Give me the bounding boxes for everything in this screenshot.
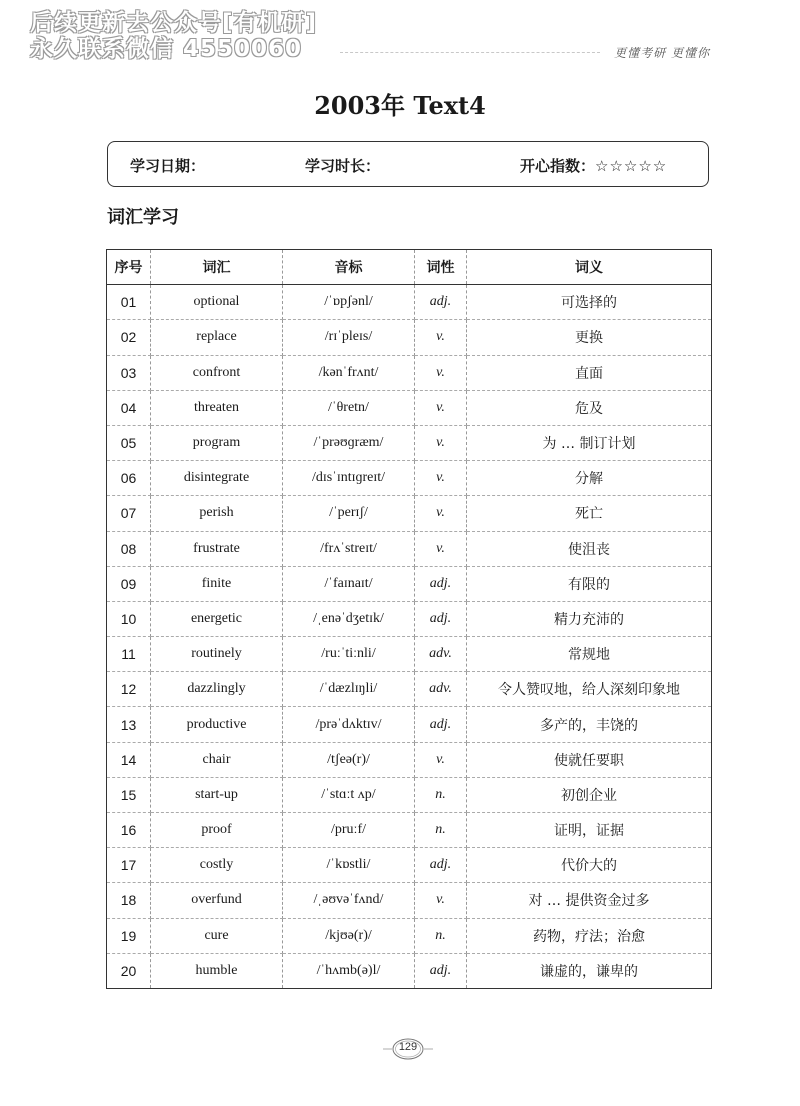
word-meaning: 使沮丧 [467, 531, 712, 566]
table-header-row [107, 250, 712, 285]
word-number: 19 [107, 918, 151, 953]
word-meaning: 为 … 制订计划 [467, 425, 712, 460]
word-part-of-speech: v. [415, 461, 467, 496]
table-row [107, 461, 712, 496]
word-term: replace [151, 320, 283, 355]
table-row [107, 707, 712, 742]
table-row [107, 672, 712, 707]
table-row [107, 601, 712, 636]
table-row [107, 566, 712, 601]
table-row [107, 918, 712, 953]
word-number: 12 [107, 672, 151, 707]
word-term: frustrate [151, 531, 283, 566]
word-meaning: 精力充沛的 [467, 601, 712, 636]
word-phonetic: /ˈprəʊɡræm/ [283, 425, 415, 460]
word-term: productive [151, 707, 283, 742]
mood-index-label: 开心指数： [520, 157, 596, 175]
study-duration-label: 学习时长： [305, 157, 381, 175]
word-term: costly [151, 848, 283, 883]
word-meaning: 初创企业 [467, 777, 712, 812]
word-part-of-speech: adj. [415, 848, 467, 883]
word-phonetic: /rɪˈpleɪs/ [283, 320, 415, 355]
word-phonetic: /ˈθretn/ [283, 390, 415, 425]
table-row [107, 425, 712, 460]
word-part-of-speech: adv. [415, 672, 467, 707]
vocabulary-table [106, 249, 712, 989]
mood-index [520, 155, 667, 176]
word-phonetic: /ˈfaɪnaɪt/ [283, 566, 415, 601]
word-meaning: 证明，证据 [467, 813, 712, 848]
word-phonetic: /ˌenəˈdʒetɪk/ [283, 601, 415, 636]
word-term: optional [151, 285, 283, 320]
word-number: 17 [107, 848, 151, 883]
word-phonetic: /kjʊə(r)/ [283, 918, 415, 953]
page-number: 129 [398, 1041, 418, 1053]
header-pos: 词性 [415, 250, 467, 285]
word-part-of-speech: adj. [415, 285, 467, 320]
watermark-line-2: 永久联系微信 4550060 [30, 36, 303, 62]
word-phonetic: /ˈdæzlɪŋli/ [283, 672, 415, 707]
word-phonetic: /tʃeə(r)/ [283, 742, 415, 777]
word-phonetic: /frʌˈstreɪt/ [283, 531, 415, 566]
table-row [107, 320, 712, 355]
word-part-of-speech: n. [415, 813, 467, 848]
word-meaning: 更换 [467, 320, 712, 355]
word-phonetic: /ˈkɒstli/ [283, 848, 415, 883]
word-phonetic: /prəˈdʌktɪv/ [283, 707, 415, 742]
table-row [107, 813, 712, 848]
word-part-of-speech: adj. [415, 707, 467, 742]
word-number: 11 [107, 637, 151, 672]
word-phonetic: /ˌəʊvəˈfʌnd/ [283, 883, 415, 918]
word-phonetic: /ˈɒpʃənl/ [283, 285, 415, 320]
word-phonetic: /dɪsˈɪntɪɡreɪt/ [283, 461, 415, 496]
word-number: 13 [107, 707, 151, 742]
word-part-of-speech: v. [415, 531, 467, 566]
section-title: 词汇学习 [107, 207, 179, 228]
word-number: 08 [107, 531, 151, 566]
header-word: 词汇 [151, 250, 283, 285]
word-number: 05 [107, 425, 151, 460]
word-meaning: 可选择的 [467, 285, 712, 320]
word-part-of-speech: adj. [415, 566, 467, 601]
header-slogan: 更懂考研 更懂你 [614, 46, 710, 60]
word-part-of-speech: v. [415, 320, 467, 355]
word-term: dazzlingly [151, 672, 283, 707]
word-term: threaten [151, 390, 283, 425]
word-phonetic: /kənˈfrʌnt/ [283, 355, 415, 390]
word-meaning: 令人赞叹地，给人深刻印象地 [467, 672, 712, 707]
word-part-of-speech: v. [415, 390, 467, 425]
word-part-of-speech: v. [415, 883, 467, 918]
word-number: 20 [107, 953, 151, 988]
study-info-box [107, 141, 709, 187]
word-number: 01 [107, 285, 151, 320]
word-number: 14 [107, 742, 151, 777]
watermark-line-1: 后续更新去公众号[有机研] [30, 10, 318, 36]
table-row [107, 496, 712, 531]
word-number: 06 [107, 461, 151, 496]
word-phonetic: /ˈstɑːt ʌp/ [283, 777, 415, 812]
word-number: 07 [107, 496, 151, 531]
word-term: chair [151, 742, 283, 777]
word-term: finite [151, 566, 283, 601]
word-phonetic: /ˈhʌmb(ə)l/ [283, 953, 415, 988]
word-term: perish [151, 496, 283, 531]
word-part-of-speech: v. [415, 496, 467, 531]
header-number: 序号 [107, 250, 151, 285]
word-number: 03 [107, 355, 151, 390]
study-date-label: 学习日期： [130, 157, 206, 175]
word-meaning: 多产的，丰饶的 [467, 707, 712, 742]
word-meaning: 死亡 [467, 496, 712, 531]
word-number: 15 [107, 777, 151, 812]
word-part-of-speech: adj. [415, 953, 467, 988]
word-part-of-speech: n. [415, 918, 467, 953]
word-part-of-speech: v. [415, 742, 467, 777]
watermark-text [30, 10, 317, 62]
word-meaning: 谦虚的，谦卑的 [467, 953, 712, 988]
word-number: 18 [107, 883, 151, 918]
mood-stars: ☆☆☆☆☆ [595, 157, 668, 175]
word-number: 02 [107, 320, 151, 355]
word-meaning: 危及 [467, 390, 712, 425]
word-term: confront [151, 355, 283, 390]
word-meaning: 药物，疗法；治愈 [467, 918, 712, 953]
page-title: 2003年 Text4 [314, 91, 486, 120]
table-row [107, 953, 712, 988]
word-term: energetic [151, 601, 283, 636]
word-number: 16 [107, 813, 151, 848]
page-number-badge [383, 1037, 433, 1061]
word-meaning: 直面 [467, 355, 712, 390]
table-row [107, 531, 712, 566]
word-part-of-speech: adv. [415, 637, 467, 672]
word-phonetic: /pruːf/ [283, 813, 415, 848]
word-part-of-speech: v. [415, 425, 467, 460]
word-meaning: 对 … 提供资金过多 [467, 883, 712, 918]
table-row [107, 285, 712, 320]
word-meaning: 常规地 [467, 637, 712, 672]
word-meaning: 代价大的 [467, 848, 712, 883]
table-row [107, 355, 712, 390]
word-term: overfund [151, 883, 283, 918]
word-number: 09 [107, 566, 151, 601]
word-term: program [151, 425, 283, 460]
header-divider [340, 52, 600, 53]
table-row [107, 742, 712, 777]
header-meaning: 词义 [467, 250, 712, 285]
word-number: 04 [107, 390, 151, 425]
vocabulary-table-body [107, 285, 712, 989]
word-part-of-speech: adj. [415, 601, 467, 636]
table-row [107, 390, 712, 425]
word-number: 10 [107, 601, 151, 636]
word-term: disintegrate [151, 461, 283, 496]
table-row [107, 883, 712, 918]
word-term: cure [151, 918, 283, 953]
word-meaning: 有限的 [467, 566, 712, 601]
word-phonetic: /ruːˈtiːnli/ [283, 637, 415, 672]
table-row [107, 848, 712, 883]
table-row [107, 637, 712, 672]
word-phonetic: /ˈperɪʃ/ [283, 496, 415, 531]
word-term: start-up [151, 777, 283, 812]
header-phonetic: 音标 [283, 250, 415, 285]
word-meaning: 分解 [467, 461, 712, 496]
word-term: routinely [151, 637, 283, 672]
word-meaning: 使就任要职 [467, 742, 712, 777]
word-term: proof [151, 813, 283, 848]
table-row [107, 777, 712, 812]
word-term: humble [151, 953, 283, 988]
word-part-of-speech: v. [415, 355, 467, 390]
word-part-of-speech: n. [415, 777, 467, 812]
